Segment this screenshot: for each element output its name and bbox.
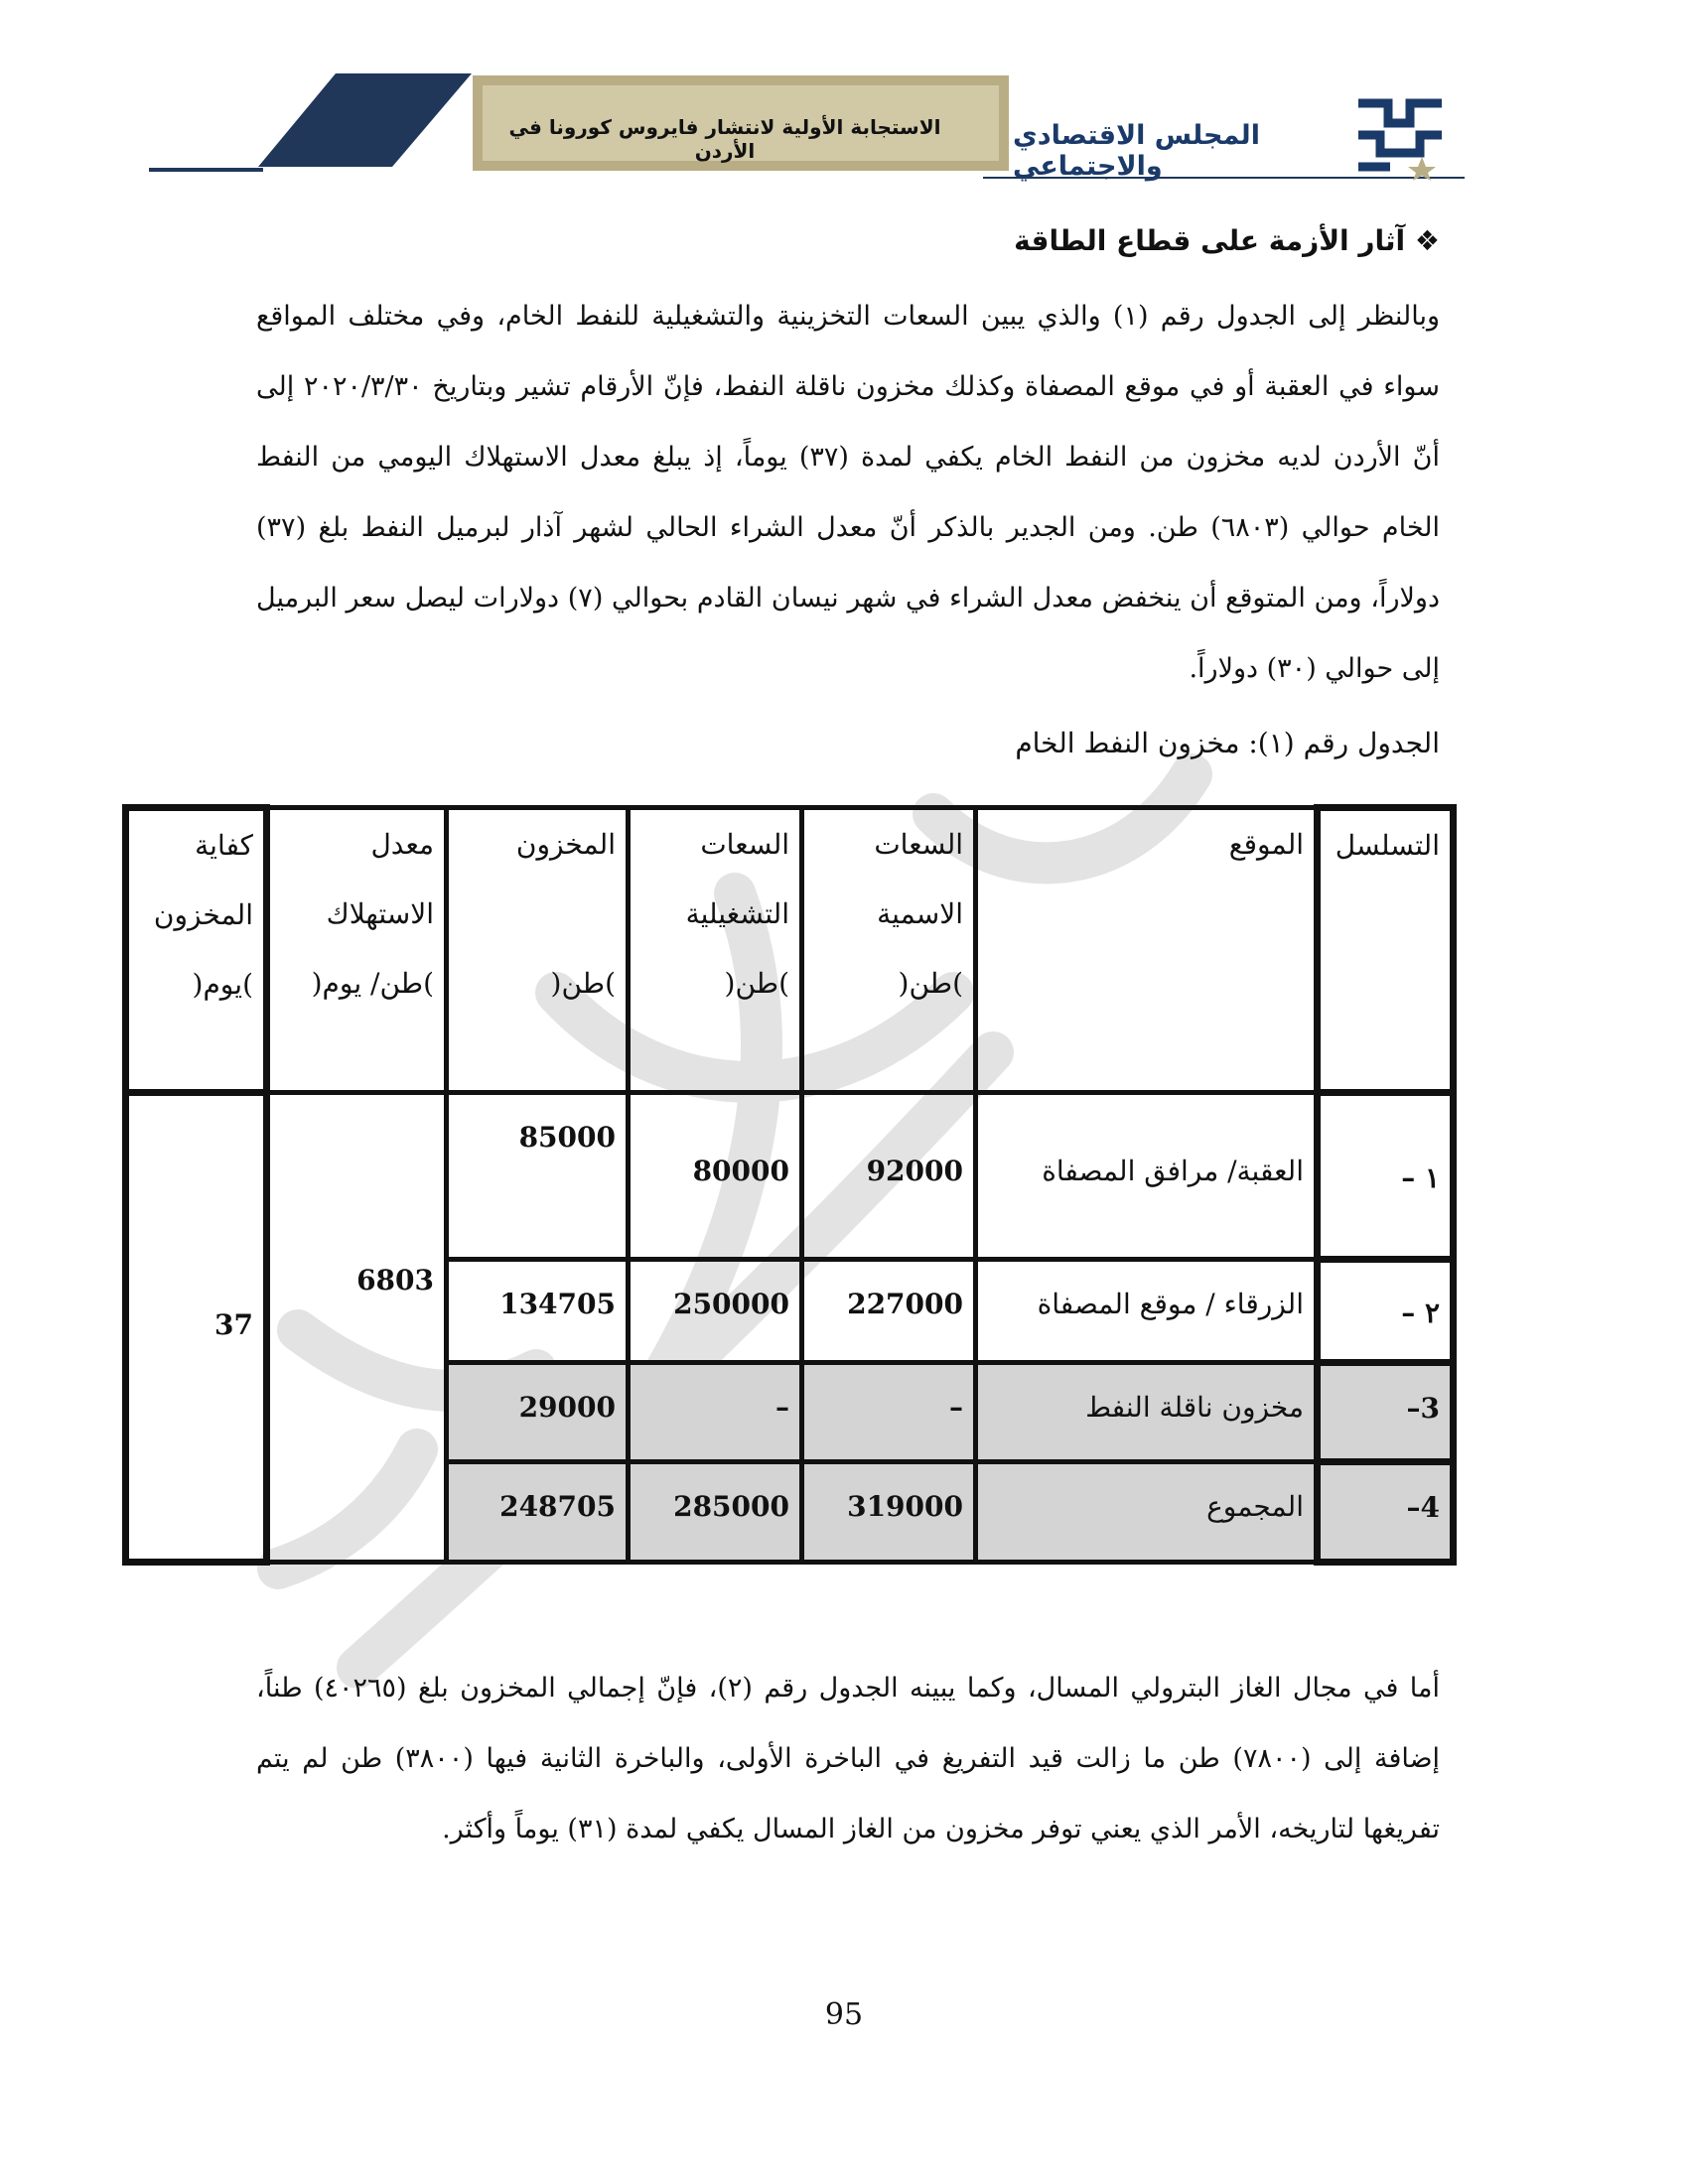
page-number: 95	[824, 1997, 864, 2032]
row-stock: 85000	[447, 1093, 629, 1260]
row-serial: ٢ –	[1318, 1260, 1454, 1363]
stock-sufficiency-value: 37	[126, 1093, 267, 1563]
header-consumption-rate: معدل الاستهلاك )طن/ يوم(	[267, 808, 447, 1093]
row-site: الزرقاء / موقع المصفاة	[976, 1260, 1318, 1363]
council-name: المجلس الاقتصادي والاجتماعي	[1013, 120, 1260, 182]
row-serial: 4–	[1318, 1462, 1454, 1563]
row-site: مخزون ناقلة النفط	[976, 1363, 1318, 1462]
section-heading-text: آثار الأزمة على قطاع الطاقة	[1014, 224, 1406, 257]
header-nominal-capacity: السعات الاسمية )طن(	[802, 808, 976, 1093]
row-stock: 134705	[447, 1260, 629, 1363]
council-logo-icon	[1350, 95, 1450, 181]
row-nominal: 227000	[802, 1260, 976, 1363]
header-rule-left	[149, 168, 263, 172]
row-operational: 250000	[629, 1260, 802, 1363]
consumption-rate-value: 6803	[267, 1093, 447, 1563]
row-site: المجموع	[976, 1462, 1318, 1563]
intro-paragraph: وبالنظر إلى الجدول رقم (١) والذي يبين السعات التخزينية والتشغيلية للنفط الخام، وفي مختلف المواقع سواء في العقبة أو في موقع المصفاة وكذلك مخزون ناقلة النفط، فإنّ الأرقام تشير وبتاريخ ٢٠٢٠/٣/٣٠ إلى أنّ الأردن لديه مخزون من النفط الخام يكفي لمدة (٣٧) يوماً، إذ يبلغ معدل الاستهلاك اليومي من النفط الخام حوالي (٦٨٠٣) طن. ومن الجدير بالذكر أنّ معدل الشراء الحالي لشهر آذار لبرميل النفط بلغ (٣٧) دولاراً، ومن المتوقع أن ينخفض معدل الشراء في شهر نيسان القادم بحوالي (٧) دولارات ليصل سعر البرميل إلى حوالي (٣٠) دولاراً.	[256, 301, 1441, 684]
row-site: العقبة/ مرافق المصفاة	[976, 1093, 1318, 1260]
row-nominal: 92000	[802, 1093, 976, 1260]
crude-oil-stock-table	[122, 804, 1457, 1566]
row-stock: 248705	[447, 1462, 629, 1563]
header-site: الموقع	[976, 808, 1318, 1093]
row-operational: 285000	[629, 1462, 802, 1563]
bullet-diamond-icon: ❖	[1414, 224, 1440, 257]
header-operational-capacity: السعات التشغيلية )طن(	[629, 808, 802, 1093]
row-serial: ١ –	[1318, 1093, 1454, 1260]
lpg-paragraph: أما في مجال الغاز البترولي المسال، وكما يبينه الجدول رقم (٢)، فإنّ إجمالي المخزون بلغ (٤٠٢٦٥) طناً، إضافة إلى (٧٨٠٠) طن ما زالت قيد التفريغ في الباخرة الأولى، والباخرة الثانية فيها (٣٨٠٠) طن لم يتم تفريغها لتاريخه، الأمر الذي يعني توفر مخزون من الغاز المسال يكفي لمدة (٣١) يوماً وأكثر.	[256, 1673, 1441, 1844]
header-stock: المخزون )طن(	[447, 808, 629, 1093]
header-stock-sufficiency: كفاية المخزون )يوم(	[126, 808, 267, 1093]
table-header-row	[126, 808, 1454, 1093]
table-row	[126, 1093, 1454, 1260]
report-title: الاستجابة الأولية لانتشار فايروس كورونا في الأردن	[508, 115, 941, 163]
row-serial: 3–	[1318, 1363, 1454, 1462]
row-nominal: 319000	[802, 1462, 976, 1563]
header-navy-parallelogram	[258, 73, 472, 167]
section-heading	[1014, 224, 1440, 257]
row-operational: 80000	[629, 1093, 802, 1260]
header-serial: التسلسل	[1318, 808, 1454, 1093]
row-nominal: –	[802, 1363, 976, 1462]
row-stock: 29000	[447, 1363, 629, 1462]
table-caption: الجدول رقم (١): مخزون النفط الخام	[1015, 727, 1440, 759]
row-operational: –	[629, 1363, 802, 1462]
